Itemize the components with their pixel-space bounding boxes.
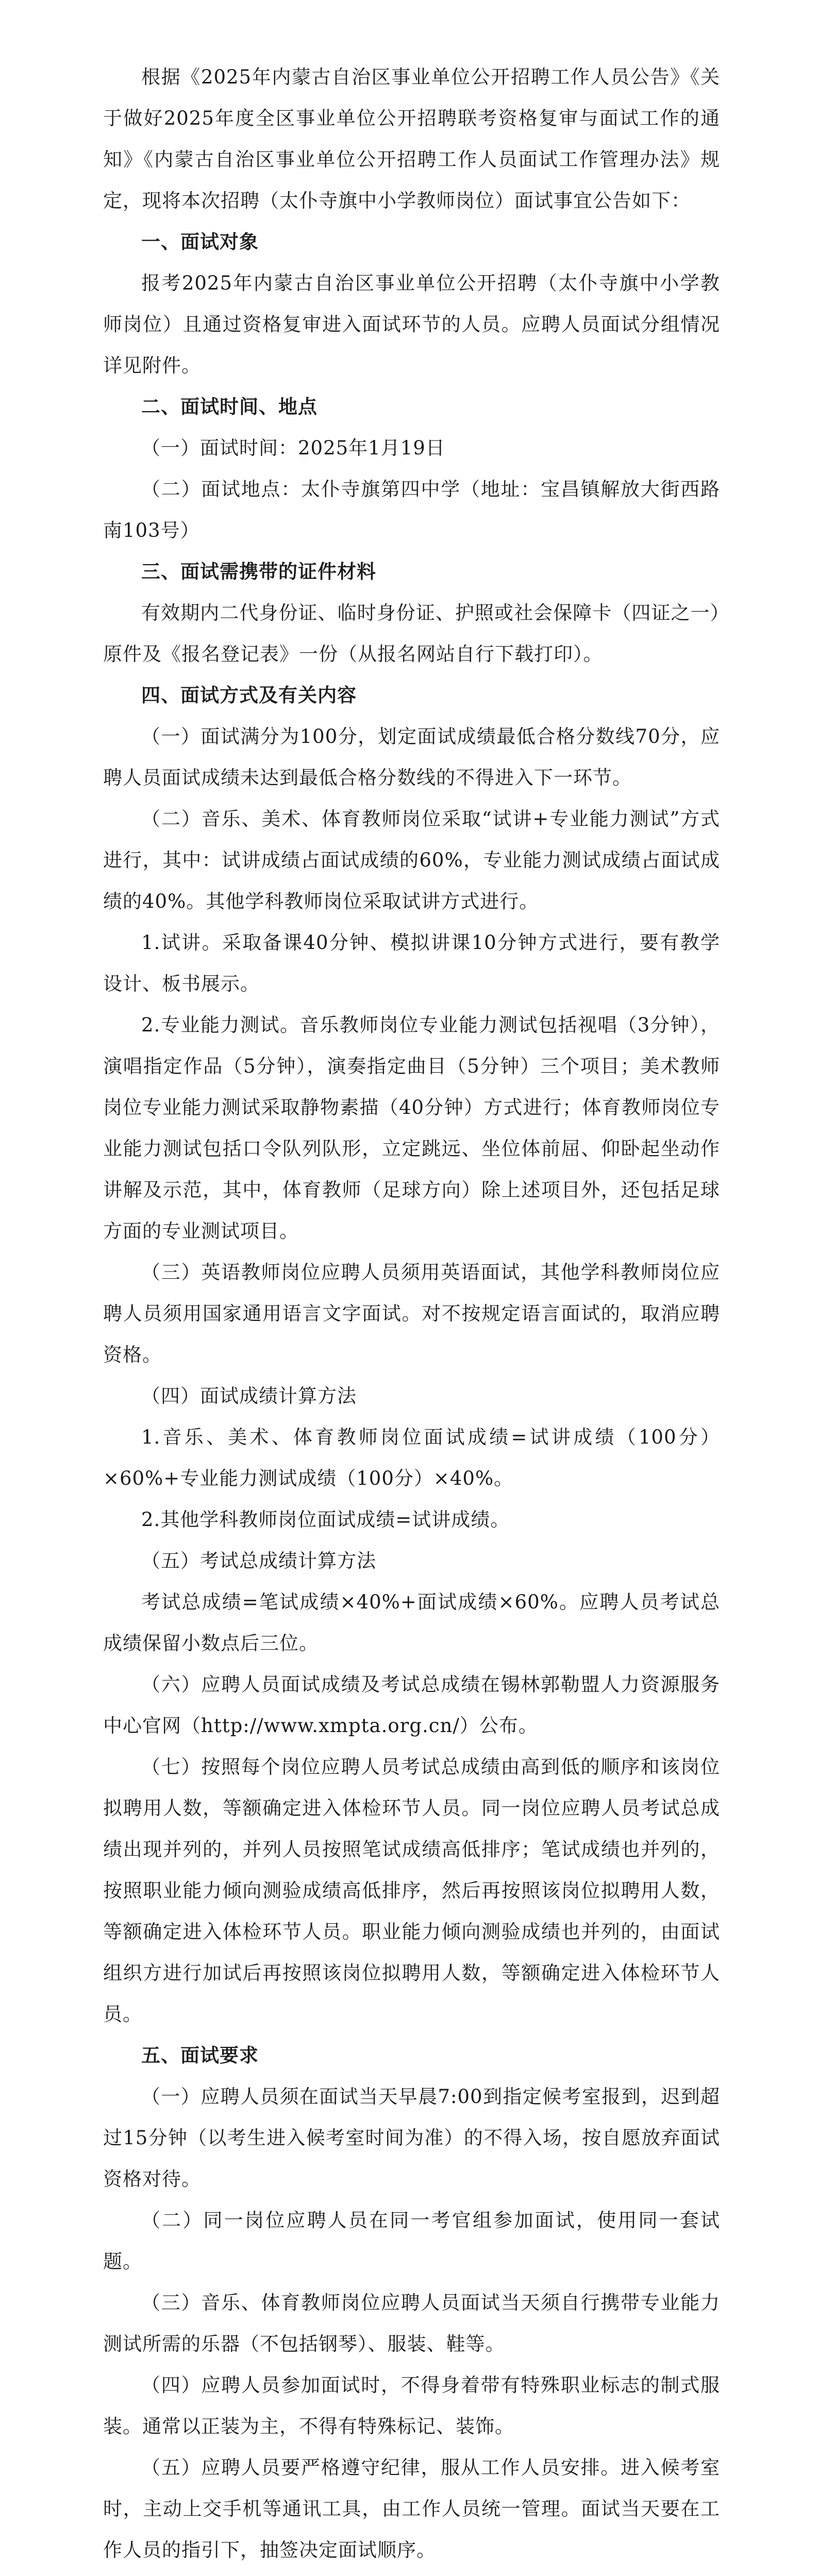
section-paragraph: （五）应聘人员要严格遵守纪律，服从工作人员安排。进入候考室时，主动上交手机等通讯工具，由工作人员统一管理。面试当天要在工作人员的指引下，抽签决定面试顺序。 [103,2456,720,2561]
section-paragraph: （七）按照每个岗位应聘人员考试总成绩由高到低的顺序和该岗位拟聘用人数，等额确定进入体检环节人员。同一岗位应聘人员考试总成绩出现并列的，并列人员按照笔试成绩高低排序；笔试成绩也并列的，按照职业能力倾向测验成绩高低排序，然后再按照该岗位拟聘用人数，等额确定进入体检环节人员。职业能力倾向测验成绩也并列的，由面试组织方进行加试后再按照该岗位拟聘用人数，等额确定进入体检环节人员。 [103,1756,720,2025]
section-paragraph: （四）应聘人员参加面试时，不得身着带有特殊职业标志的制式服装。通常以正装为主，不得有特殊标记、装饰。 [103,2374,720,2437]
section-paragraph: 报考2025年内蒙古自治区事业单位公开招聘（太仆寺旗中小学教师岗位）且通过资格复审进入面试环节的人员。应聘人员面试分组情况详见附件。 [103,272,720,377]
section-paragraph: 2.其他学科教师岗位面试成绩=试讲成绩。 [141,1509,510,1531]
section-paragraph: （一）面试时间：2025年1月19日 [141,437,445,459]
section-paragraph: （二）音乐、美术、体育教师岗位采取“试讲+专业能力测试”方式进行，其中：试讲成绩占面试成绩的60%，专业能力测试成绩占面试成绩的40%。其他学科教师岗位采取试讲方式进行。 [103,808,720,912]
section-paragraph: （三）英语教师岗位应聘人员须用英语面试，其他学科教师岗位应聘人员须用国家通用语言文字面试。对不按规定语言面试的，取消应聘资格。 [103,1261,720,1366]
section-paragraph: （三）音乐、体育教师岗位应聘人员面试当天须自行携带专业能力测试所需的乐器（不包括钢琴）、服装、鞋等。 [103,2292,720,2355]
section-paragraph: （一）面试满分为100分，划定面试成绩最低合格分数线70分，应聘人员面试成绩未达到最低合格分数线的不得进入下一环节。 [103,725,720,789]
section-paragraph: 2.专业能力测试。音乐教师岗位专业能力测试包括视唱（3分钟），演唱指定作品（5分钟），演奏指定曲目（5分钟）三个项目；美术教师岗位专业能力测试采取静物素描（40分钟）方式进行；体育教师岗位专业能力测试包括口令队列队形，立定跳远、坐位体前屈、仰卧起坐动作讲解及示范，其中，体育教师（足球方向）除上述项目外，还包括足球方面的专业测试项目。 [103,1014,720,1242]
section-heading-interview-target: 一、面试对象 [141,231,259,253]
section-heading-documents: 三、面试需携带的证件材料 [141,561,376,583]
section-paragraph: （六）应聘人员面试成绩及考试总成绩在锡林郭勒盟人力资源服务中心官网（http://www.xmpta.org.cn/）公布。 [103,1673,720,1737]
section-paragraph: 1.试讲。采取备课40分钟、模拟讲课10分钟方式进行，要有教学设计、板书展示。 [103,931,720,995]
section-paragraph: 有效期内二代身份证、临时身份证、护照或社会保障卡（四证之一）原件及《报名登记表》一份（从报名网站自行下载打印）。 [103,602,720,665]
section-paragraph: 考试总成绩=笔试成绩×40%+面试成绩×60%。应聘人员考试总成绩保留小数点后三位。 [103,1591,720,1654]
section-paragraph: 1.音乐、美术、体育教师岗位面试成绩=试讲成绩（100分）×60%+专业能力测试成绩（100分）×40%。 [103,1426,720,1489]
section-heading-requirements: 五、面试要求 [141,2044,259,2066]
section-paragraph: （四）面试成绩计算方法 [141,1385,357,1407]
section-heading-time-location: 二、面试时间、地点 [141,396,318,418]
section-paragraph: （五）考试总成绩计算方法 [141,1550,376,1572]
section-paragraph: （二）面试地点：太仆寺旗第四中学（地址：宝昌镇解放大街西路南103号） [103,478,720,541]
section-paragraph [103,2571,720,2576]
section-paragraph: （一）应聘人员须在面试当天早晨7:00到指定候考室报到，迟到超过15分钟（以考生进入候考室时间为准）的不得入场，按自愿放弃面试资格对待。 [103,2086,720,2190]
section-heading-method: 四、面试方式及有关内容 [141,684,357,706]
intro-paragraph: 根据《2025年内蒙古自治区事业单位公开招聘工作人员公告》《关于做好2025年度全区事业单位公开招聘联考资格复审与面试工作的通知》《内蒙古自治区事业单位公开招聘工作人员面试工作管理办法》规定，现将本次招聘（太仆寺旗中小学教师岗位）面试事宜公告如下： [103,66,720,212]
section-paragraph: （二）同一岗位应聘人员在同一考官组参加面试，使用同一套试题。 [103,2209,720,2273]
